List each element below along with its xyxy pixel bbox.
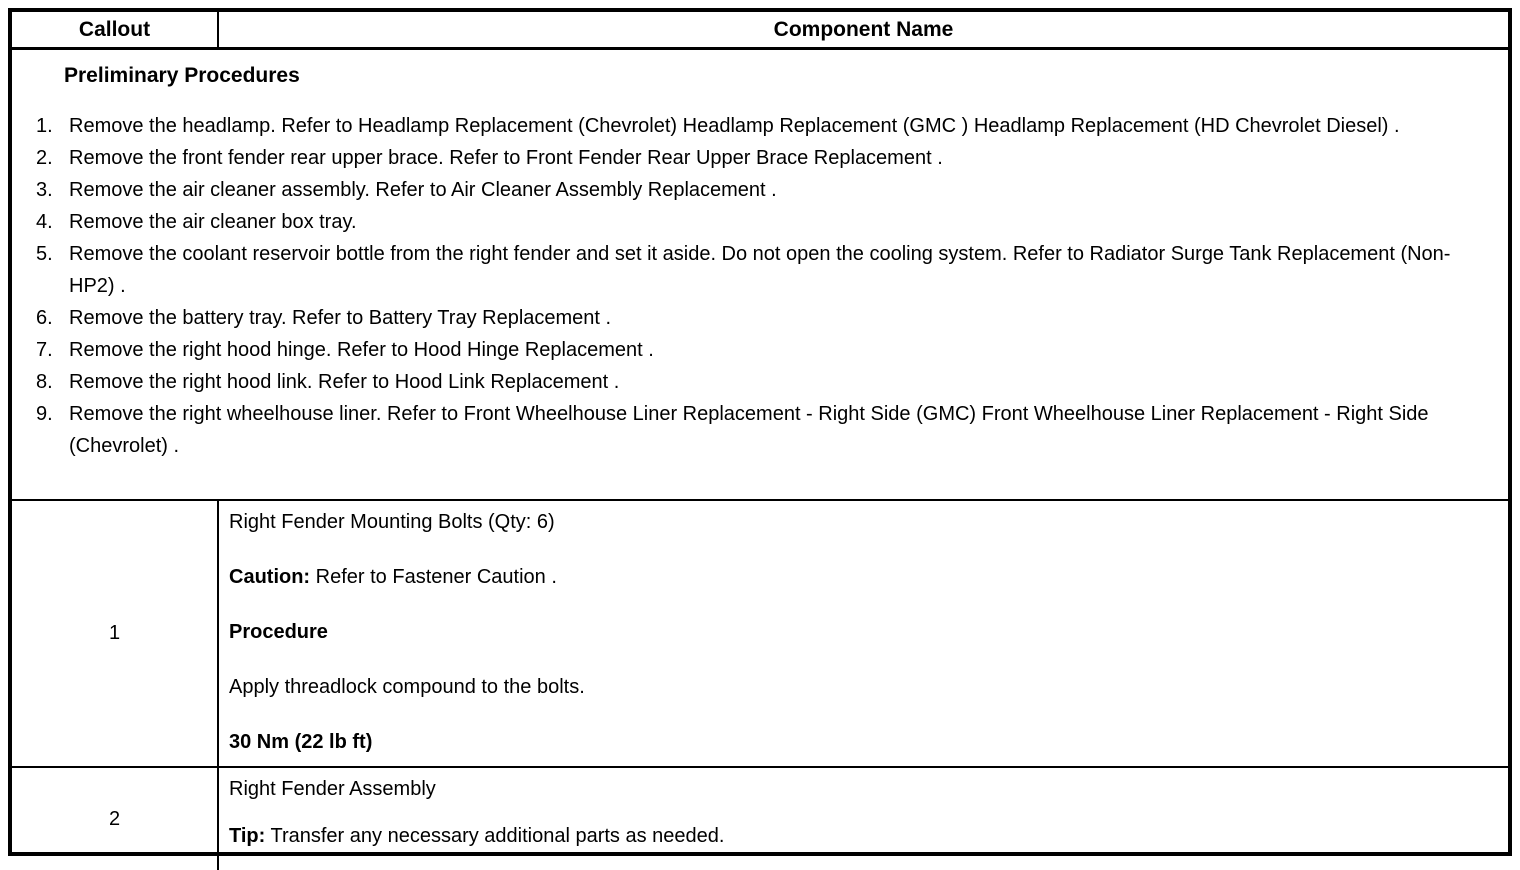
step-text: Remove the right hood link. Refer to Hood Link Replacement . xyxy=(69,371,620,393)
procedure-step xyxy=(34,302,1488,334)
preliminary-procedures-section xyxy=(12,50,1508,501)
header-callout: Callout xyxy=(12,12,219,47)
step-number: 5. xyxy=(36,243,53,265)
step-number: 1. xyxy=(36,115,53,137)
step-number: 4. xyxy=(36,211,53,233)
header-component-name: Component Name xyxy=(773,17,954,41)
line-text: Transfer any necessary additional parts as needed. xyxy=(265,825,725,847)
step-text: Remove the right wheelhouse liner. Refer to Front Wheelhouse Liner Replacement - Right Side (GMC) Front Wheelhouse Liner Replacement - Right Side (Chevrolet) . xyxy=(69,403,1429,457)
preliminary-procedures-title: Preliminary Procedures xyxy=(64,64,300,87)
step-text: Remove the air cleaner box tray. xyxy=(69,211,357,233)
step-text: Remove the headlamp. Refer to Headlamp Replacement (Chevrolet) Headlamp Replacement (GMC ) Headlamp Replacement (HD Chevrolet Diesel) . xyxy=(69,115,1400,137)
line-bold-label: Caution: xyxy=(229,566,311,588)
step-text: Remove the battery tray. Refer to Battery Tray Replacement . xyxy=(69,307,612,329)
callout-cell xyxy=(12,768,219,870)
step-text: Remove the air cleaner assembly. Refer to Air Cleaner Assembly Replacement . xyxy=(69,179,777,201)
procedure-step xyxy=(34,110,1488,142)
component-line xyxy=(229,564,1494,590)
line-text: Right Fender Assembly xyxy=(229,778,436,800)
procedure-step xyxy=(34,366,1488,398)
line-text: Apply threadlock compound to the bolts. xyxy=(229,676,585,698)
step-number: 2. xyxy=(36,147,53,169)
callout-cell xyxy=(12,501,219,766)
step-number: 7. xyxy=(36,339,53,361)
component-line xyxy=(229,674,1494,700)
component-line xyxy=(229,619,1494,645)
line-bold-label: 30 Nm (22 lb ft) xyxy=(229,731,373,753)
step-number: 9. xyxy=(36,403,53,425)
step-number: 8. xyxy=(36,371,53,393)
callout-number: 1 xyxy=(108,622,121,644)
procedure-step xyxy=(34,142,1488,174)
procedure-step xyxy=(34,206,1488,238)
procedure-step xyxy=(34,334,1488,366)
line-bold-label: Tip: xyxy=(229,825,266,847)
step-text: Remove the coolant reservoir bottle from the right fender and set it aside. Do not open the cooling system. Refer to Radiator Surge Tank Replacement (Non-HP2) . xyxy=(69,243,1451,297)
line-bold-label: Procedure xyxy=(229,621,328,643)
step-text: Remove the right hood hinge. Refer to Hood Hinge Replacement . xyxy=(69,339,654,361)
component-line xyxy=(229,729,1494,755)
table-row xyxy=(12,501,1508,768)
step-text: Remove the front fender rear upper brace. Refer to Front Fender Rear Upper Brace Replacement . xyxy=(69,147,943,169)
component-line xyxy=(229,823,1494,849)
table-header-row xyxy=(12,12,1508,50)
procedure-step xyxy=(34,398,1488,462)
procedure-step xyxy=(34,238,1488,302)
procedure-steps-list xyxy=(34,110,1488,462)
line-text: Right Fender Mounting Bolts (Qty: 6) xyxy=(229,511,555,533)
table-row xyxy=(12,768,1508,870)
component-name-cell xyxy=(219,501,1508,766)
procedure-step xyxy=(34,174,1488,206)
component-line xyxy=(229,776,1494,802)
component-line xyxy=(229,509,1494,535)
component-name-cell xyxy=(219,768,1508,870)
step-number: 6. xyxy=(36,307,53,329)
callout-number: 2 xyxy=(108,807,121,830)
line-text: Refer to Fastener Caution . xyxy=(310,566,557,588)
component-table xyxy=(8,8,1512,856)
step-number: 3. xyxy=(36,179,53,201)
